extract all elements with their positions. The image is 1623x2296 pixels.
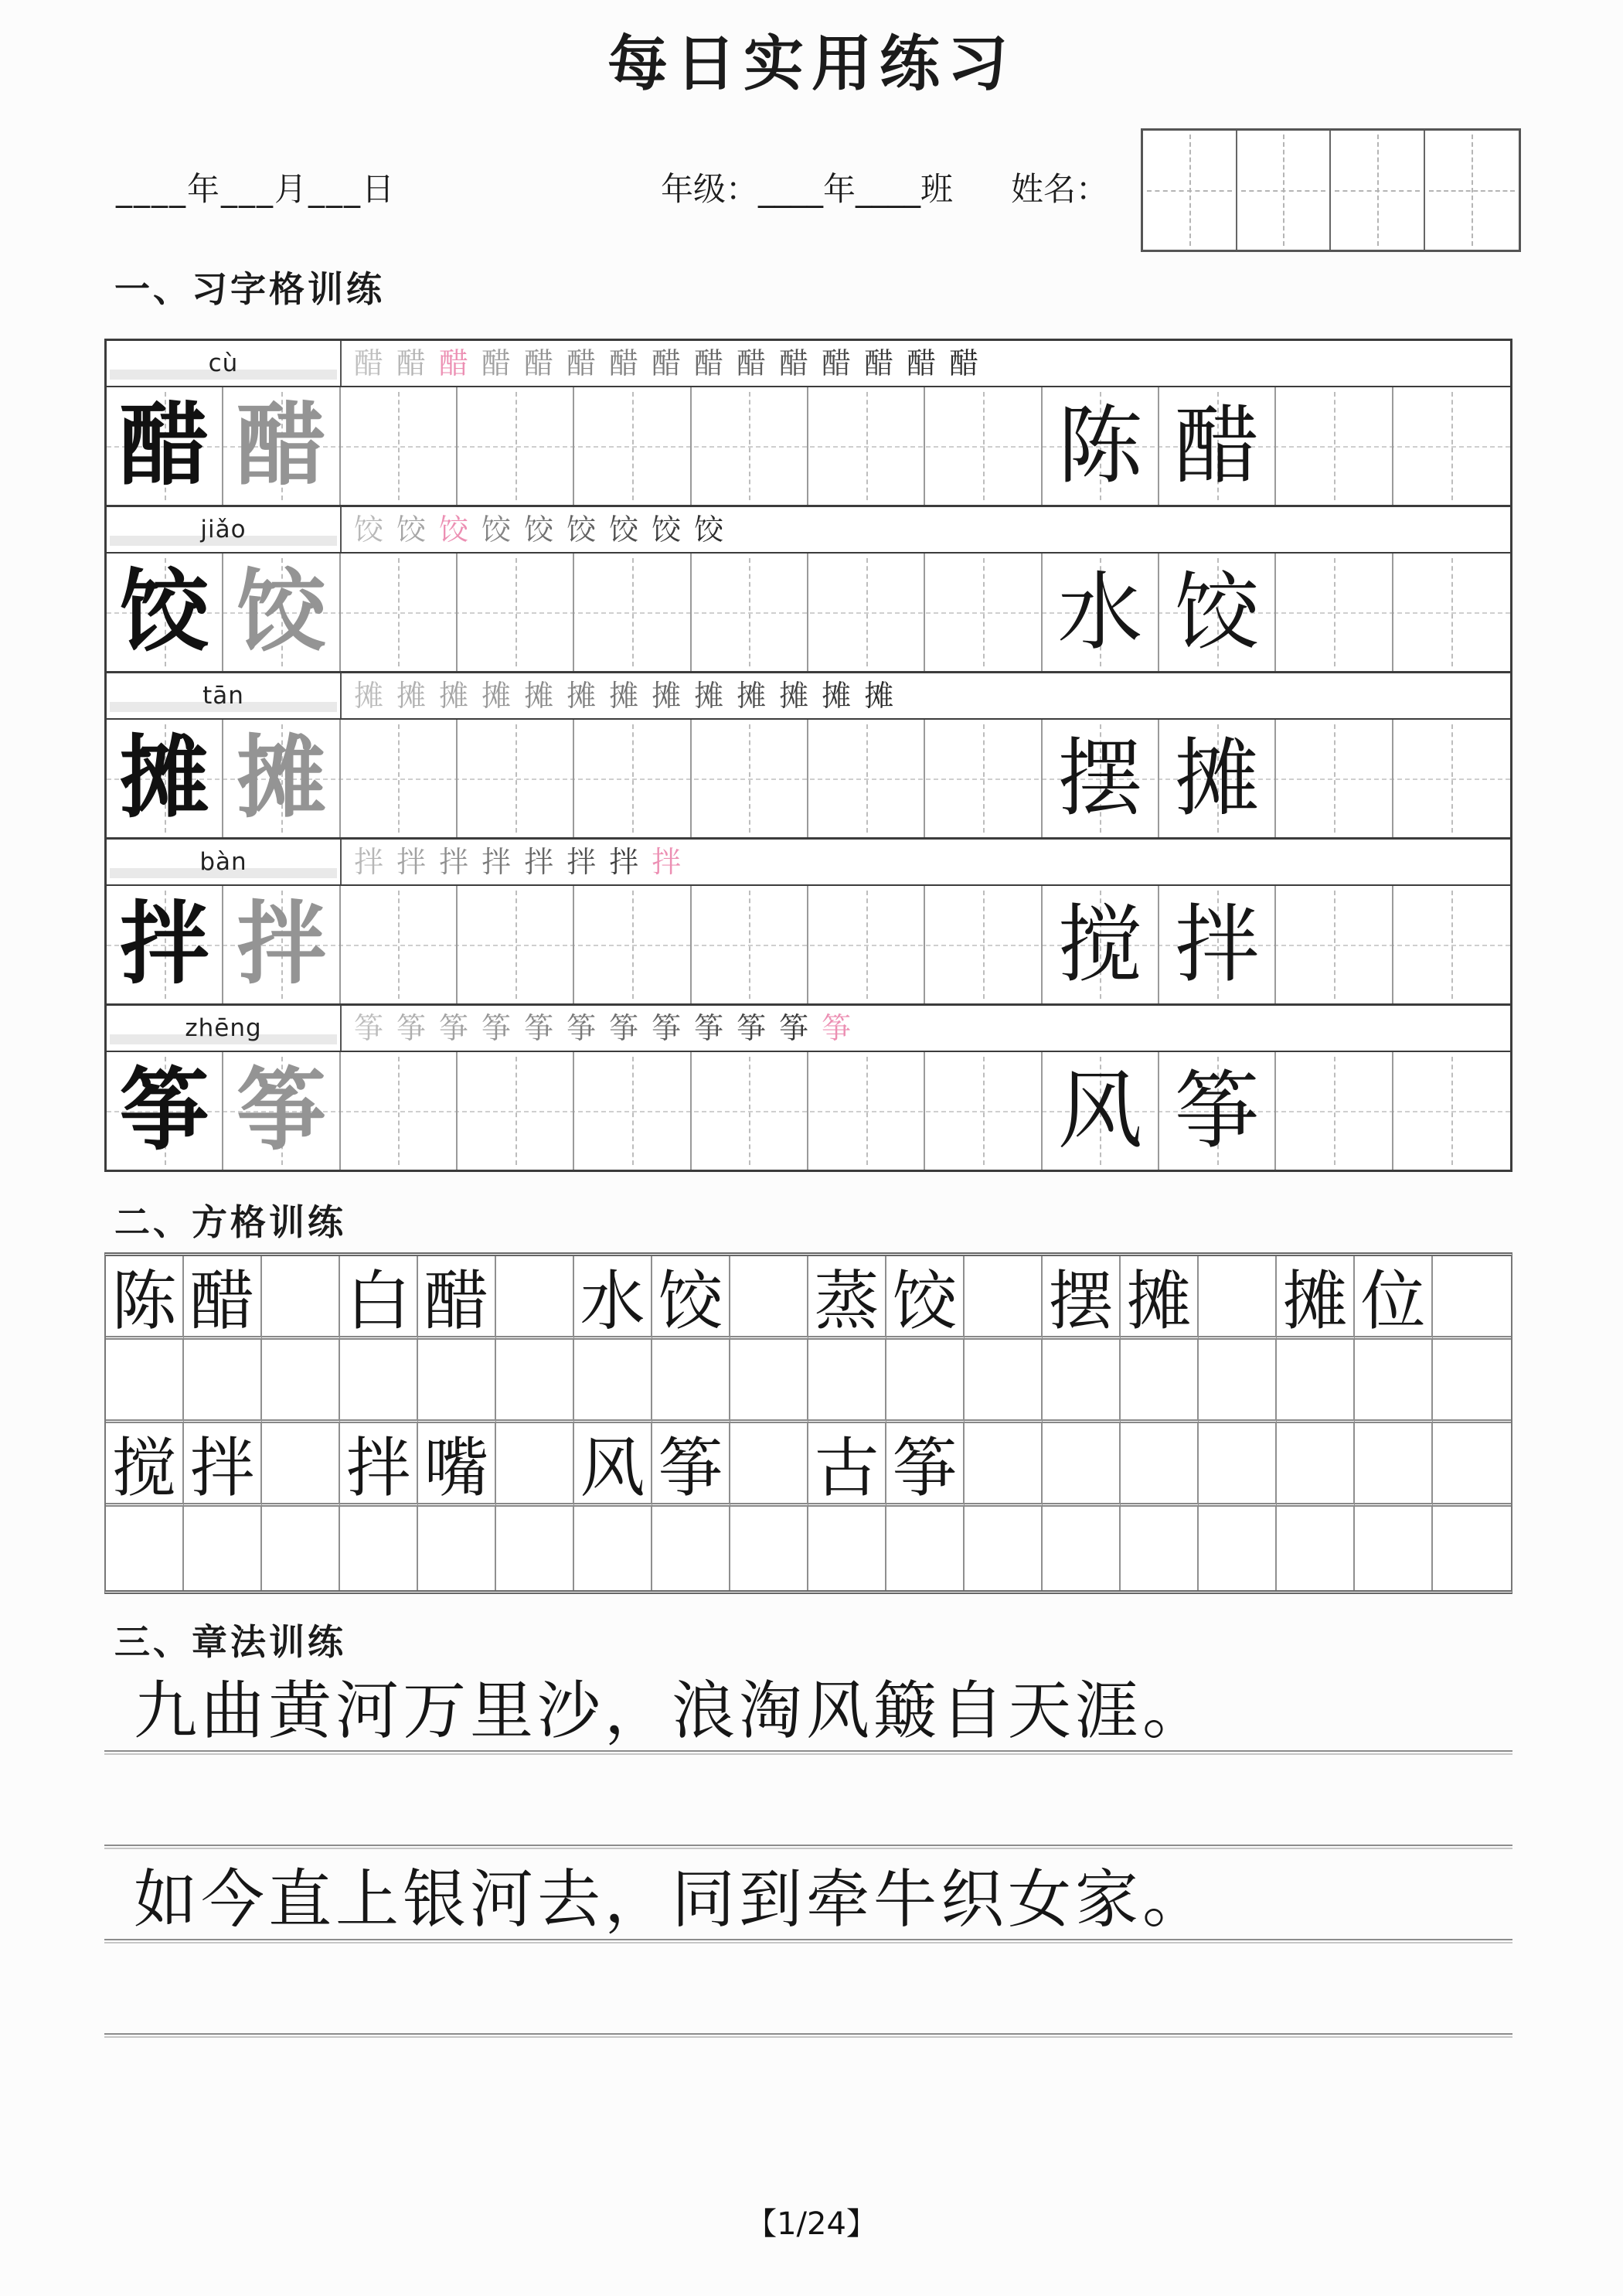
stroke-step-glyph: 醋 [354,346,384,380]
square-cell-empty [262,1256,340,1340]
pinyin-label: jiǎo [200,516,247,543]
practice-cell [574,387,691,505]
stroke-step-glyph: 摊 [822,679,852,713]
stroke-step-glyph: 醋 [652,346,682,380]
square-cell-filled: 摊 [1277,1256,1355,1340]
square-cell-empty [262,1423,340,1507]
practice-cell [1159,886,1276,1003]
square-cell-empty [574,1340,652,1423]
square-cell-empty [886,1507,965,1590]
name-grid-cell [1237,131,1332,250]
grade-class-field: 年级：____年____班 [661,170,954,208]
stroke-step-glyph: 筝 [439,1011,469,1045]
square-cell-empty [1355,1507,1433,1590]
stroke-step-glyph: 饺 [694,513,724,547]
stroke-step-glyph: 饺 [567,513,597,547]
stroke-step-glyph: 筝 [396,1011,427,1045]
square-cell-filled: 拌 [340,1423,418,1507]
stroke-step-glyph: 饺 [396,513,427,547]
practice-cell [1043,1052,1159,1170]
square-cell-filled: 摆 [1043,1256,1121,1340]
model-character: 饺 [119,560,209,664]
composition-section [104,1661,1512,2038]
pinyin-label: tān [202,682,244,710]
square-cell-empty [262,1340,340,1423]
square-cell-empty [965,1423,1043,1507]
practice-row [107,1052,1510,1170]
square-cell-empty [184,1507,262,1590]
stroke-order-strip [342,341,1510,386]
stroke-step-glyph: 饺 [439,513,469,547]
model-character: 筝 [119,1058,209,1163]
practice-cell [808,554,925,671]
stroke-step-glyph: 摊 [737,679,767,713]
stroke-step-glyph: 摊 [609,679,639,713]
square-cell-empty [496,1507,574,1590]
practice-cell [1159,720,1276,837]
blank-copy-space [104,1755,1512,1838]
square-cell-empty [965,1507,1043,1590]
pinyin-cell [107,341,342,386]
practice-cell [1276,1052,1393,1170]
square-cell-empty [730,1340,808,1423]
square-cell-empty [1199,1256,1277,1340]
practice-cell [925,554,1042,671]
pinyin-cell [107,673,342,718]
square-cell-empty [1355,1423,1433,1507]
square-cell-empty [1433,1340,1511,1423]
square-cell-filled: 陈 [106,1256,184,1340]
trace-character: 拌 [236,892,326,996]
trace-character: 醋 [236,393,326,498]
square-cell-empty [496,1423,574,1507]
square-cell-empty [1277,1340,1355,1423]
stroke-step-glyph: 醋 [779,346,809,380]
square-cell-empty [1043,1507,1121,1590]
stroke-step-glyph: 筝 [822,1011,852,1045]
word-character: 摆 [1057,729,1143,828]
stroke-step-glyph: 醋 [694,346,724,380]
practice-cell [1393,1052,1510,1170]
stroke-step-glyph: 拌 [481,845,512,879]
square-cell-empty [418,1507,496,1590]
pinyin-label: cù [208,349,239,377]
writing-rule-line [104,2033,1512,2038]
square-cell-filled: 位 [1355,1256,1433,1340]
stroke-step-glyph: 醋 [907,346,937,380]
name-grid-cell [1331,131,1425,250]
word-character: 搅 [1057,895,1143,994]
practice-row [107,886,1510,1003]
stroke-step-glyph: 摊 [779,679,809,713]
stroke-step-glyph: 拌 [652,845,682,879]
word-character: 饺 [1174,563,1260,662]
stroke-step-glyph: 醋 [822,346,852,380]
square-cell-empty [965,1340,1043,1423]
stroke-step-glyph: 筝 [609,1011,639,1045]
square-cell-empty [730,1507,808,1590]
date-field: ____年___月___日 [116,170,396,208]
practice-cell [107,1052,223,1170]
pinyin-label: bàn [199,848,247,876]
practice-cell [458,1052,574,1170]
square-cell-empty [1355,1340,1433,1423]
practice-cell [1276,387,1393,505]
stroke-step-glyph: 摊 [567,679,597,713]
block-header [107,840,1510,886]
square-cell-filled: 醋 [184,1256,262,1340]
square-cell-empty [1043,1423,1121,1507]
practice-cell [1393,554,1510,671]
block-header [107,1006,1510,1052]
square-cell-empty [1043,1340,1121,1423]
char-practice-block [107,671,1510,837]
square-cell-empty [652,1507,730,1590]
char-practice-block [107,1003,1510,1170]
square-cell-empty [106,1340,184,1423]
stroke-order-strip [342,507,1510,552]
practice-cell [1043,387,1159,505]
practice-cell [692,720,808,837]
practice-cell [808,720,925,837]
square-cell-empty [652,1340,730,1423]
stroke-step-glyph: 摊 [354,679,384,713]
square-cell-empty [1199,1423,1277,1507]
practice-cell [458,720,574,837]
stroke-step-glyph: 饺 [609,513,639,547]
stroke-step-glyph: 饺 [481,513,512,547]
stroke-step-glyph: 醋 [524,346,554,380]
model-character: 醋 [119,393,209,498]
practice-cell [1159,387,1276,505]
square-cell-empty [808,1340,886,1423]
stroke-step-glyph: 筝 [694,1011,724,1045]
stroke-step-glyph: 醋 [481,346,512,380]
practice-cell [1159,1052,1276,1170]
stroke-step-glyph: 摊 [652,679,682,713]
square-cell-empty [340,1507,418,1590]
stroke-step-glyph: 筝 [737,1011,767,1045]
practice-cell [1276,554,1393,671]
practice-cell [223,1052,340,1170]
square-cell-filled: 嘴 [418,1423,496,1507]
square-cell-empty [184,1340,262,1423]
blank-copy-space [104,1943,1512,2027]
char-practice-block [107,505,1510,671]
word-character: 摊 [1174,729,1260,828]
practice-cell [925,720,1042,837]
word-character: 风 [1057,1061,1143,1160]
square-cell-empty [1433,1423,1511,1507]
block-header [107,341,1510,387]
stroke-step-glyph: 摊 [694,679,724,713]
square-cell-filled: 饺 [886,1256,965,1340]
block-header [107,507,1510,554]
square-cell-filled: 筝 [652,1423,730,1507]
practice-row [107,387,1510,505]
square-cell-empty [262,1507,340,1590]
stroke-step-glyph: 饺 [524,513,554,547]
model-character: 拌 [119,892,209,996]
stroke-step-glyph: 醋 [737,346,767,380]
stroke-step-glyph: 拌 [524,845,554,879]
page-title: 每日实用练习 [607,29,1016,99]
word-character: 醋 [1174,397,1260,496]
stroke-step-glyph: 饺 [652,513,682,547]
stroke-step-glyph: 醋 [864,346,894,380]
square-cell-empty [1121,1423,1199,1507]
trace-character: 饺 [236,560,326,664]
word-character: 陈 [1057,397,1143,496]
practice-cell [1393,387,1510,505]
stroke-step-glyph: 醋 [609,346,639,380]
stroke-step-glyph: 醋 [396,346,427,380]
practice-cell [1276,720,1393,837]
stroke-step-glyph: 醋 [439,346,469,380]
square-cell-empty [965,1256,1043,1340]
practice-cell [574,554,691,671]
model-character: 摊 [119,726,209,830]
trace-character: 筝 [236,1058,326,1163]
name-grid-cell [1143,131,1237,250]
square-cell-empty [1277,1423,1355,1507]
practice-cell [341,886,458,1003]
practice-cell [458,387,574,505]
pinyin-cell [107,507,342,552]
practice-cell [458,554,574,671]
stroke-step-glyph: 筝 [652,1011,682,1045]
square-cell-filled: 筝 [886,1423,965,1507]
square-cell-empty [808,1507,886,1590]
practice-cell [341,720,458,837]
square-cell-empty [1121,1340,1199,1423]
stroke-step-glyph: 筝 [481,1011,512,1045]
practice-cell [692,554,808,671]
practice-cell [808,886,925,1003]
square-cell-empty [418,1340,496,1423]
stroke-step-glyph: 摊 [524,679,554,713]
practice-cell [1393,720,1510,837]
square-grid [104,1252,1512,1594]
stroke-step-glyph: 拌 [439,845,469,879]
practice-cell [574,720,691,837]
section1-title: 一、习字格训练 [114,268,385,310]
square-cell-filled: 醋 [418,1256,496,1340]
square-cell-empty [1199,1340,1277,1423]
practice-cell [692,387,808,505]
page-number: 【1/24】 [746,2206,877,2242]
stroke-step-glyph: 摊 [481,679,512,713]
name-grid-cell [1425,131,1519,250]
square-cell-empty [574,1507,652,1590]
practice-cell [341,554,458,671]
pinyin-label: zhēng [185,1014,262,1042]
stroke-step-glyph: 拌 [396,845,427,879]
name-label: 姓名： [1011,170,1109,208]
practice-cell [107,554,223,671]
practice-cell [341,1052,458,1170]
stroke-step-glyph: 摊 [439,679,469,713]
practice-cell [574,1052,691,1170]
practice-cell [1043,886,1159,1003]
pinyin-cell [107,840,342,884]
pinyin-cell [107,1006,342,1051]
stroke-step-glyph: 摊 [396,679,427,713]
square-cell-filled: 水 [574,1256,652,1340]
stroke-step-glyph: 筝 [354,1011,384,1045]
section2-title: 二、方格训练 [114,1201,346,1243]
practice-cell [1393,886,1510,1003]
practice-cell [107,720,223,837]
practice-cell [925,1052,1042,1170]
word-character: 拌 [1174,895,1260,994]
square-cell-empty [1199,1507,1277,1590]
stroke-step-glyph: 醋 [567,346,597,380]
square-cell-empty [886,1340,965,1423]
section3-title: 三、章法训练 [114,1621,346,1663]
stroke-step-glyph: 拌 [354,845,384,879]
stroke-step-glyph: 筝 [779,1011,809,1045]
square-cell-filled: 拌 [184,1423,262,1507]
practice-cell [223,554,340,671]
square-cell-empty [1121,1507,1199,1590]
practice-cell [223,886,340,1003]
stroke-order-strip [342,1006,1510,1051]
square-cell-empty [730,1256,808,1340]
name-grid [1141,128,1521,252]
stroke-step-glyph: 饺 [354,513,384,547]
practice-cell [223,387,340,505]
stroke-order-strip [342,673,1510,718]
practice-cell [692,1052,808,1170]
char-practice-block [107,341,1510,505]
square-cell-filled: 蒸 [808,1256,886,1340]
practice-cell [223,720,340,837]
square-cell-empty [730,1423,808,1507]
square-cell-empty [1433,1507,1511,1590]
stroke-step-glyph: 醋 [949,346,979,380]
practice-cell [341,387,458,505]
composition-sentence: 如今直上银河去，同到牵牛织女家。 [134,1863,1210,1937]
square-cell-filled: 白 [340,1256,418,1340]
stroke-step-glyph: 拌 [567,845,597,879]
square-cell-filled: 搅 [106,1423,184,1507]
practice-cell [458,886,574,1003]
practice-cell [1043,720,1159,837]
stroke-step-glyph: 筝 [567,1011,597,1045]
stroke-step-glyph: 摊 [864,679,894,713]
word-character: 筝 [1174,1061,1260,1160]
practice-cell [925,886,1042,1003]
square-cell-empty [1277,1507,1355,1590]
word-character: 水 [1057,563,1143,662]
square-cell-filled: 古 [808,1423,886,1507]
stroke-order-strip [342,840,1510,884]
practice-cell [925,387,1042,505]
stroke-step-glyph: 筝 [524,1011,554,1045]
square-cell-empty [340,1340,418,1423]
practice-cell [808,387,925,505]
trace-character: 摊 [236,726,326,830]
square-cell-empty [1433,1256,1511,1340]
square-cell-empty [496,1340,574,1423]
square-cell-filled: 风 [574,1423,652,1507]
practice-cell [692,886,808,1003]
char-practice-table [104,339,1512,1172]
practice-cell [574,886,691,1003]
practice-cell [107,387,223,505]
square-cell-filled: 摊 [1121,1256,1199,1340]
practice-cell [1159,554,1276,671]
stroke-step-glyph: 拌 [609,845,639,879]
practice-cell [1043,554,1159,671]
char-practice-block [107,837,1510,1003]
square-cell-empty [496,1256,574,1340]
composition-sentence: 九曲黄河万里沙，浪淘风簸自天涯。 [134,1674,1210,1749]
square-cell-empty [106,1507,184,1590]
square-cell-filled: 饺 [652,1256,730,1340]
practice-row [107,720,1510,837]
practice-cell [808,1052,925,1170]
practice-row [107,554,1510,671]
practice-cell [107,886,223,1003]
block-header [107,673,1510,720]
practice-cell [1276,886,1393,1003]
